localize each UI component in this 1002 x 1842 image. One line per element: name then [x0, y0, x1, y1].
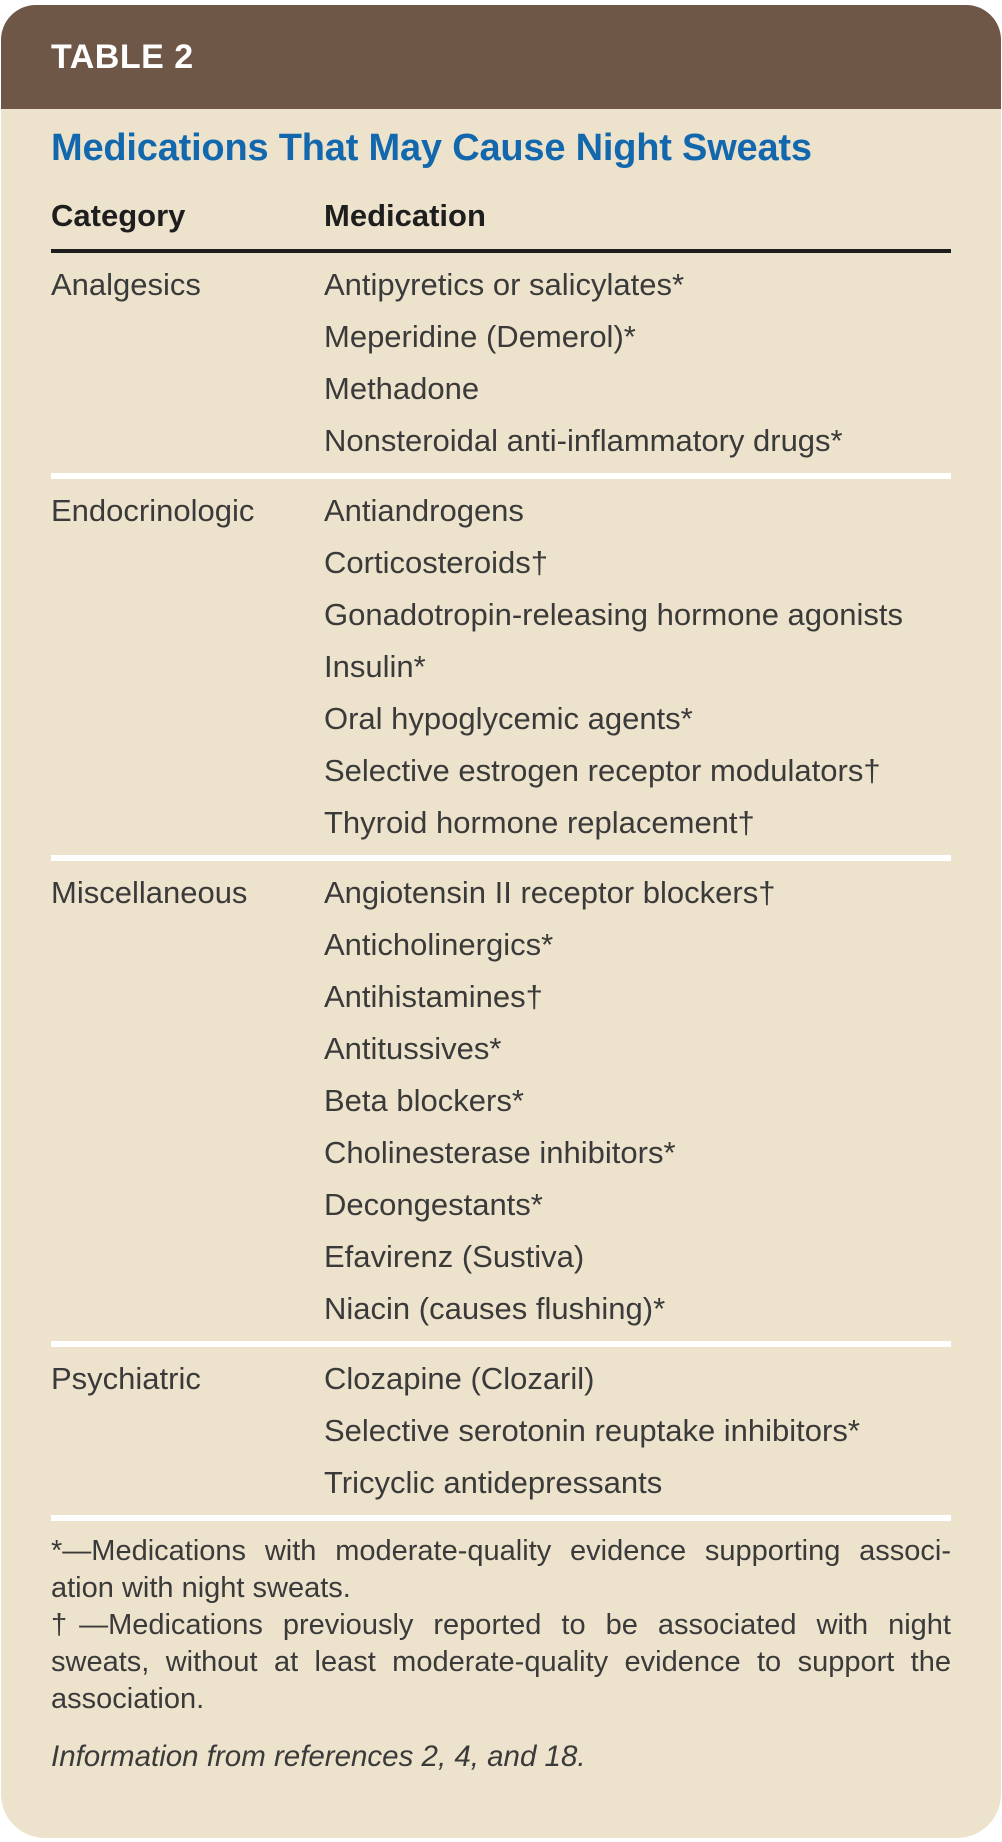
column-header-category: Category — [51, 198, 186, 233]
medication-cell: Meperidine (Demerol)* — [324, 319, 636, 354]
medication-cell: Selective serotonin reuptake inhibitors* — [324, 1413, 860, 1448]
category-cell: Miscellaneous — [51, 875, 248, 910]
medication-list — [324, 1353, 951, 1509]
footnote-line: sweats, without at least moderate-quality evidence to support the — [51, 1646, 951, 1678]
medication-list — [324, 259, 951, 467]
category-cell: Analgesics — [51, 267, 201, 302]
medication-cell: Beta blockers* — [324, 1083, 524, 1118]
footnote-line: association. — [51, 1683, 205, 1715]
medication-cell: Gonadotropin-releasing hormone agonists — [324, 597, 904, 632]
medication-list — [324, 485, 951, 849]
table-section — [51, 855, 951, 1341]
footnotes — [51, 1515, 951, 1718]
table-section — [51, 473, 951, 855]
medication-cell: Antitussives* — [324, 1031, 502, 1066]
medication-cell: Angiotensin II receptor blockers† — [324, 875, 776, 910]
medication-cell: Clozapine (Clozaril) — [324, 1361, 595, 1396]
medication-cell: Tricyclic antidepressants — [324, 1465, 663, 1500]
medication-cell: Corticosteroids† — [324, 545, 548, 580]
category-cell: Psychiatric — [51, 1361, 201, 1396]
medication-cell: Antipyretics or salicylates* — [324, 267, 685, 302]
column-header-row — [51, 196, 951, 253]
medication-cell: Antiandrogens — [324, 493, 524, 528]
footnote-line: *—Medications with moderate-quality evidence supporting associ- — [51, 1535, 951, 1567]
medication-cell: Selective estrogen receptor modulators† — [324, 753, 881, 788]
medication-cell: Efavirenz (Sustiva) — [324, 1239, 585, 1274]
table-label: TABLE 2 — [51, 37, 194, 76]
table-section — [51, 1341, 951, 1515]
medication-cell: Cholinesterase inhibitors* — [324, 1135, 676, 1170]
medication-cell: Niacin (causes flushing)* — [324, 1291, 666, 1326]
medication-cell: Decongestants* — [324, 1187, 543, 1222]
footnote-line: †—Medications previously reported to be associated with night — [51, 1609, 951, 1641]
source-note: Information from references 2, 4, and 18. — [51, 1740, 586, 1773]
table-header-bar — [1, 5, 1001, 109]
table-title: Medications That May Cause Night Sweats — [51, 127, 812, 169]
medication-cell: Insulin* — [324, 649, 426, 684]
table-card — [1, 5, 1001, 1838]
medication-cell: Thyroid hormone replacement† — [324, 805, 755, 840]
category-cell: Endocrinologic — [51, 493, 255, 528]
medication-cell: Nonsteroidal anti-inflammatory drugs* — [324, 423, 843, 458]
table-body — [1, 126, 1001, 1818]
footnote-line: ation with night sweats. — [51, 1572, 351, 1604]
medication-cell: Methadone — [324, 371, 480, 406]
medication-list — [324, 867, 951, 1335]
medication-cell: Antihistamines† — [324, 979, 543, 1014]
medication-cell: Oral hypoglycemic agents* — [324, 701, 693, 736]
medication-cell: Anticholinergics* — [324, 927, 554, 962]
table-sections — [51, 253, 951, 1515]
column-header-medication: Medication — [324, 198, 486, 233]
table-section — [51, 253, 951, 473]
